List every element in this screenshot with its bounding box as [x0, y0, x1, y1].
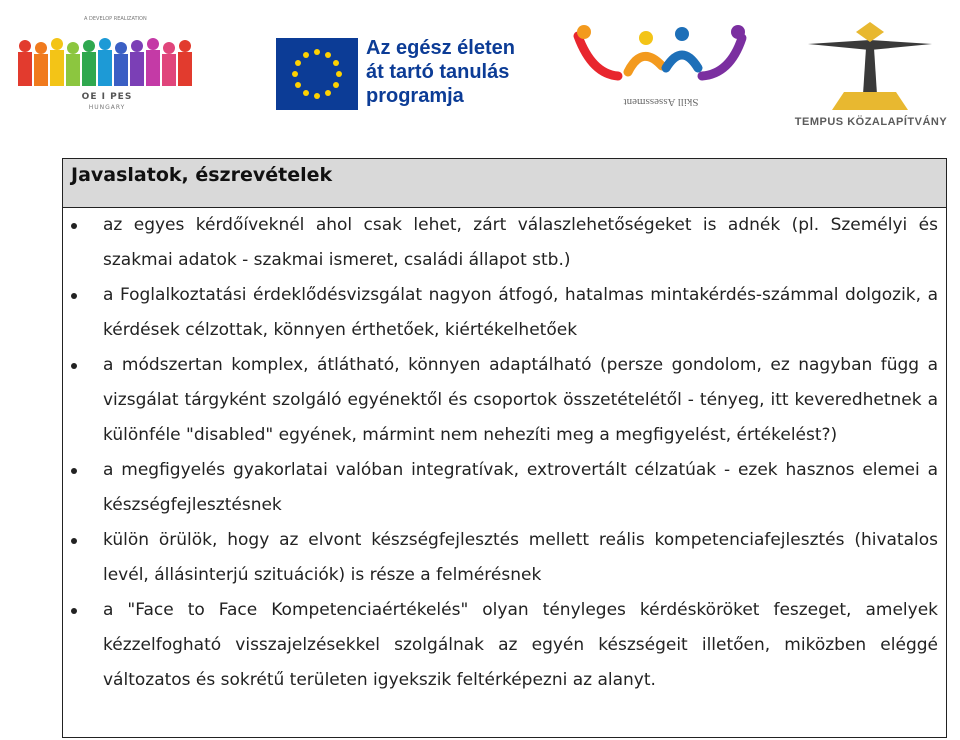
oeipes-subcaption: HUNGARY [88, 104, 126, 111]
list-item [103, 453, 938, 523]
eu-title-line-1: Az egész életen [366, 37, 515, 59]
bullet-icon [71, 468, 77, 474]
list-item-text: a megfigyelés gyakorlatai valóban integratívak, extrovertált célzatúak - ezek hasznos elemei a készségfejlesztésnek [103, 460, 938, 515]
bullet-icon [71, 363, 77, 369]
bullet-icon [71, 223, 77, 229]
list-item [103, 348, 938, 453]
section-title: Javaslatok, észrevételek [71, 164, 333, 186]
list-item-text: külön örülök, hogy az elvont készségfejlesztés mellett reális kompetenciafejlesztés (hivatalos levél, állásinterjú szituációk) is része a felmérésnek [103, 530, 938, 585]
table-header [63, 159, 946, 208]
eu-title-line-2: át tartó tanulás [366, 61, 510, 83]
oeipes-caption: OE I PES [81, 92, 133, 102]
tempus-mark-icon [804, 22, 936, 112]
bullet-icon [71, 538, 77, 544]
list-item-text: a módszertan komplex, átlátható, könnyen adaptálható (persze gondolom, ez nagyban függ a vizsgálat tárgyként szolgáló egyénektől és csoportok összetételétől - tényeg, itt keveredhetnek a különféle "disabled" egyének, mármint nem nehezíti meg a megfigyelést, értékelést?) [103, 355, 938, 445]
eu-programme-logo [276, 36, 515, 116]
list-item-text: az egyes kérdőíveknél ahol csak lehet, zárt válaszlehetőségeket is adnék (pl. Személyi és szakmai adatok - szakmai ismeret, családi állapot stb.) [103, 215, 938, 270]
skill-assessment-caption: Skill Assessment [623, 96, 699, 108]
oeipes-logo [14, 8, 200, 116]
skill-assessment-logo [570, 22, 752, 122]
oeipes-top-text: A DEVELOP REALIZATION [84, 16, 147, 22]
list-item [103, 593, 938, 698]
eu-programme-title [366, 36, 516, 108]
list-item [103, 278, 938, 348]
list-item [103, 523, 938, 593]
list-item [103, 208, 938, 278]
skill-assessment-mark-icon [570, 22, 752, 94]
suggestions-list [63, 208, 946, 698]
oeipes-people-icon [16, 34, 196, 90]
tempus-logo [786, 22, 956, 134]
list-item-text: a Foglalkoztatási érdeklődésvizsgálat nagyon átfogó, hatalmas mintakérdés-számmal dolgozik, a kérdések célzottak, könnyen érthetőek, kiértékelhetőek [103, 285, 938, 340]
list-item-text: a "Face to Face Kompetenciaértékelés" olyan tényleges kérdésköröket feszeget, amelyek kézzelfogható visszajelzésekkel szolgálnak az egyén készségeit illetően, miközben eléggé változatos és sokrétű területen igyekszik feltérképezni az alanyt. [103, 600, 938, 690]
suggestions-table [62, 158, 947, 738]
eu-flag-icon [276, 38, 358, 110]
tempus-caption: TEMPUS KÖZALAPÍTVÁNY [794, 116, 948, 128]
bullet-icon [71, 608, 77, 614]
bullet-icon [71, 293, 77, 299]
logo-header [0, 0, 960, 140]
eu-title-line-3: programja [366, 85, 464, 107]
